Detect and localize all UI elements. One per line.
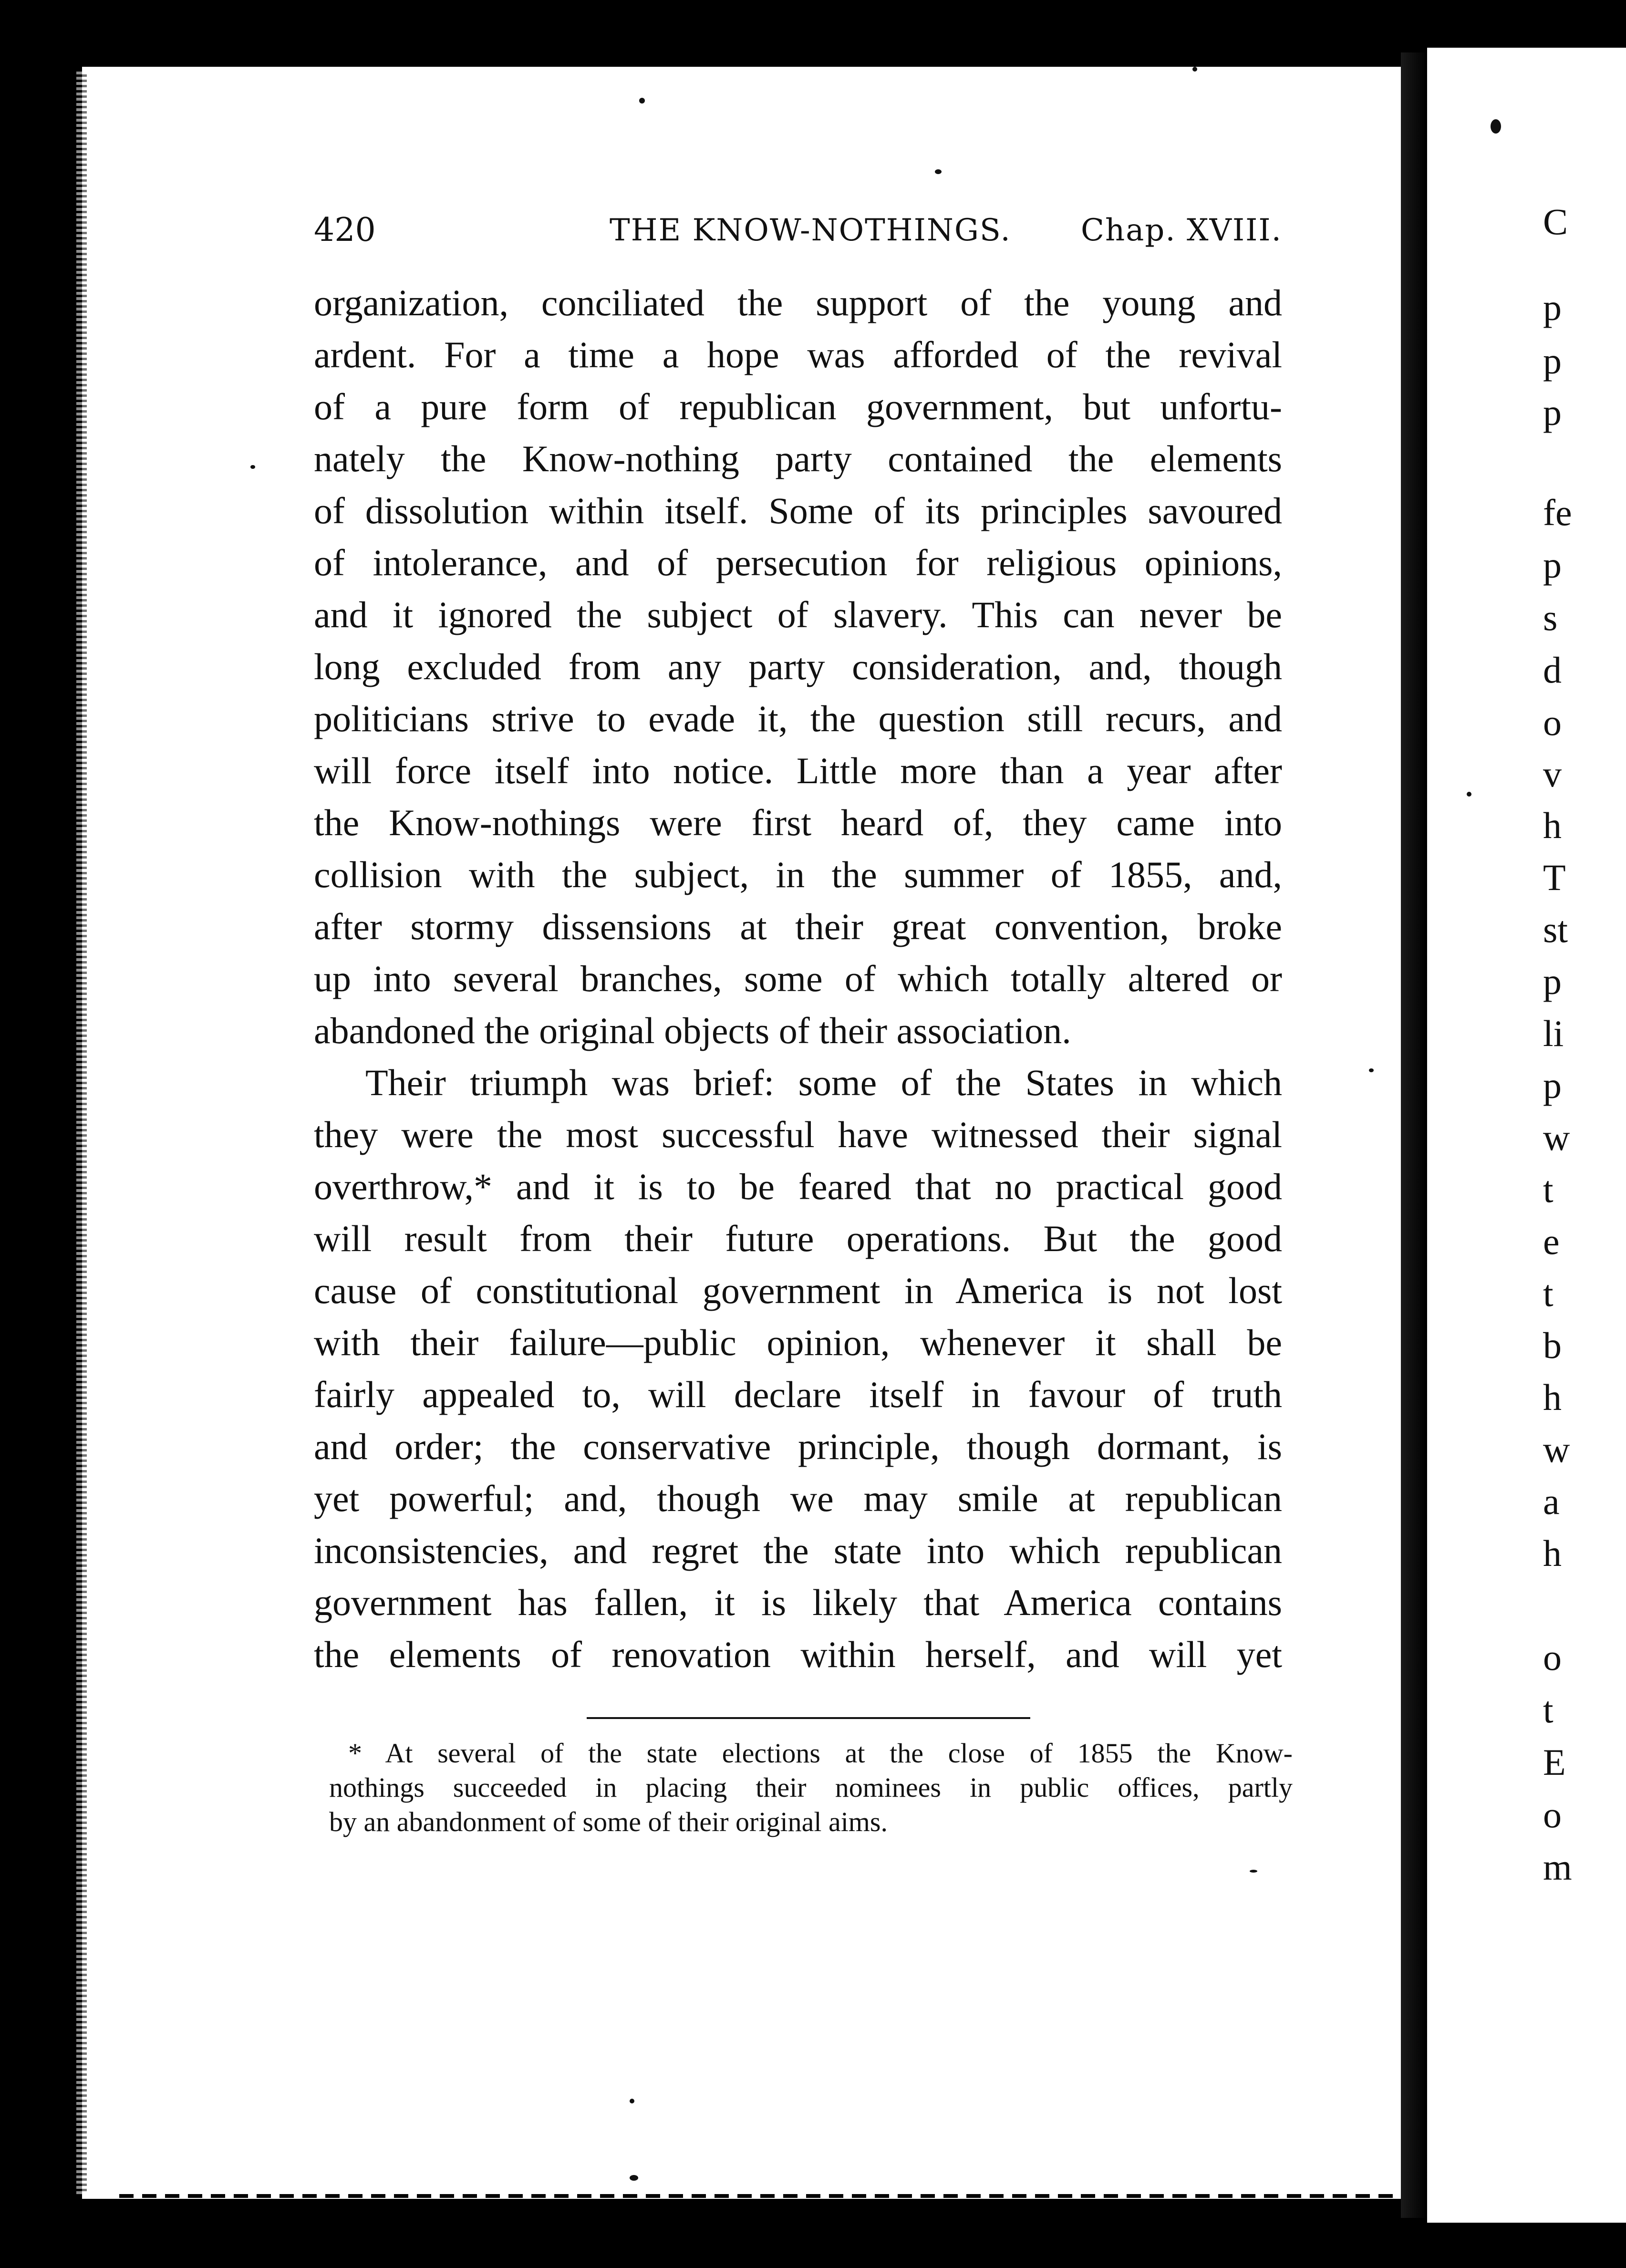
right-fragment: p [1543, 287, 1562, 328]
text-line: and it ignored the subject of slavery. This can never be [314, 594, 1282, 635]
scan-speck [935, 169, 942, 174]
right-fragment: m [1543, 1846, 1572, 1888]
footnote-line: by an abandonment of some of their original aims. [329, 1806, 888, 1837]
body-text [314, 277, 1282, 1680]
right-fragment: h [1543, 805, 1562, 846]
right-fragment: C [1543, 201, 1568, 242]
right-fragment: t [1543, 1689, 1554, 1730]
text-line: inconsistencies, and regret the state into which republican [314, 1530, 1282, 1571]
running-head [314, 204, 1282, 257]
text-line: organization, conciliated the support of the young and [314, 282, 1282, 323]
scan-speck [1369, 1068, 1374, 1072]
text-line: with their failure—public opinion, whenever it shall be [314, 1322, 1282, 1363]
scan-speck [639, 98, 645, 104]
text-line: of a pure form of republican government, but unfortu- [314, 386, 1282, 427]
scan-speck [250, 465, 255, 469]
footnote-line: nothings succeeded in placing their nominees in public offices, partly [329, 1772, 1293, 1803]
scan-speck [630, 2175, 638, 2181]
text-line: they were the most successful have witnessed their signal [314, 1114, 1282, 1155]
text-line: ardent. For a time a hope was afforded of the revival [314, 334, 1282, 375]
footnote-line: * At several of the state elections at the close of 1855 the Know- [348, 1738, 1293, 1769]
scan-speck [1192, 67, 1197, 72]
right-fragment: a [1543, 1481, 1560, 1522]
right-fragment: st [1543, 909, 1568, 950]
right-fragment: d [1543, 649, 1562, 691]
right-fragment: e [1543, 1221, 1560, 1262]
right-fragment: p [1543, 1065, 1562, 1106]
right-fragment: t [1543, 1169, 1554, 1210]
right-page-fragments [1543, 0, 1626, 2268]
right-fragment: p [1543, 392, 1562, 433]
text-line: yet powerful; and, though we may smile at republican [314, 1478, 1282, 1519]
text-line: collision with the subject, in the summer of 1855, and, [314, 854, 1282, 895]
chapter-label: Chap. XVIII. [1081, 213, 1282, 248]
right-fragment: v [1543, 753, 1562, 795]
gutter-shadow [1401, 52, 1427, 2218]
page-number: 420 [314, 211, 376, 249]
right-fragment: b [1543, 1325, 1562, 1366]
scan-speck [1491, 119, 1501, 134]
footnote [329, 1736, 1293, 1839]
right-fragment: p [1543, 340, 1562, 382]
text-line: after stormy dissensions at their great convention, broke [314, 906, 1282, 947]
right-fragment: p [1543, 544, 1562, 586]
footnote-rule [587, 1717, 1030, 1719]
right-fragment: E [1543, 1741, 1566, 1783]
text-line: Their triumph was brief: some of the States in which [365, 1062, 1282, 1103]
right-fragment: p [1543, 961, 1562, 1002]
text-line: up into several branches, some of which totally altered or [314, 958, 1282, 999]
right-fragment: fe [1543, 492, 1572, 533]
scan-speck [1250, 1870, 1257, 1873]
text-line: of dissolution within itself. Some of its principles savoured [314, 490, 1282, 531]
right-fragment: h [1543, 1377, 1562, 1418]
text-line: and order; the conservative principle, though dormant, is [314, 1426, 1282, 1467]
text-line: politicians strive to evade it, the question still recurs, and [314, 698, 1282, 739]
book-title: THE KNOW-NOTHINGS. [610, 213, 1011, 248]
scan-speck [630, 2099, 634, 2103]
text-line: cause of constitutional government in America is not lost [314, 1270, 1282, 1311]
text-line: will result from their future operations. But the good [314, 1218, 1282, 1259]
text-line: government has fallen, it is likely that America contains [314, 1582, 1282, 1623]
right-fragment: w [1543, 1429, 1570, 1470]
right-fragment: w [1543, 1117, 1570, 1158]
text-line: long excluded from any party consideration, and, though [314, 646, 1282, 687]
right-fragment: o [1543, 702, 1562, 743]
right-fragment: o [1543, 1794, 1562, 1835]
text-line: the Know-nothings were first heard of, they came into [314, 802, 1282, 843]
page-edge [76, 72, 87, 2194]
text-line: will force itself into notice. Little more than a year after [314, 750, 1282, 791]
right-fragment: h [1543, 1533, 1562, 1574]
text-line: overthrow,* and it is to be feared that no practical good [314, 1166, 1282, 1207]
text-line: nately the Know-nothing party contained the elements [314, 438, 1282, 479]
right-fragment: s [1543, 597, 1558, 638]
scan-speck [1467, 792, 1471, 797]
text-line: abandoned the original objects of their association. [314, 1010, 1071, 1051]
right-fragment: T [1543, 857, 1566, 898]
text-line: the elements of renovation within herself, and will yet [314, 1634, 1282, 1675]
right-fragment: li [1543, 1013, 1564, 1054]
text-line: fairly appealed to, will declare itself in favour of truth [314, 1374, 1282, 1415]
right-fragment: o [1543, 1636, 1562, 1678]
text-line: of intolerance, and of persecution for religious opinions, [314, 542, 1282, 583]
right-fragment: t [1543, 1273, 1554, 1314]
bottom-edge-rule [119, 2194, 1398, 2198]
